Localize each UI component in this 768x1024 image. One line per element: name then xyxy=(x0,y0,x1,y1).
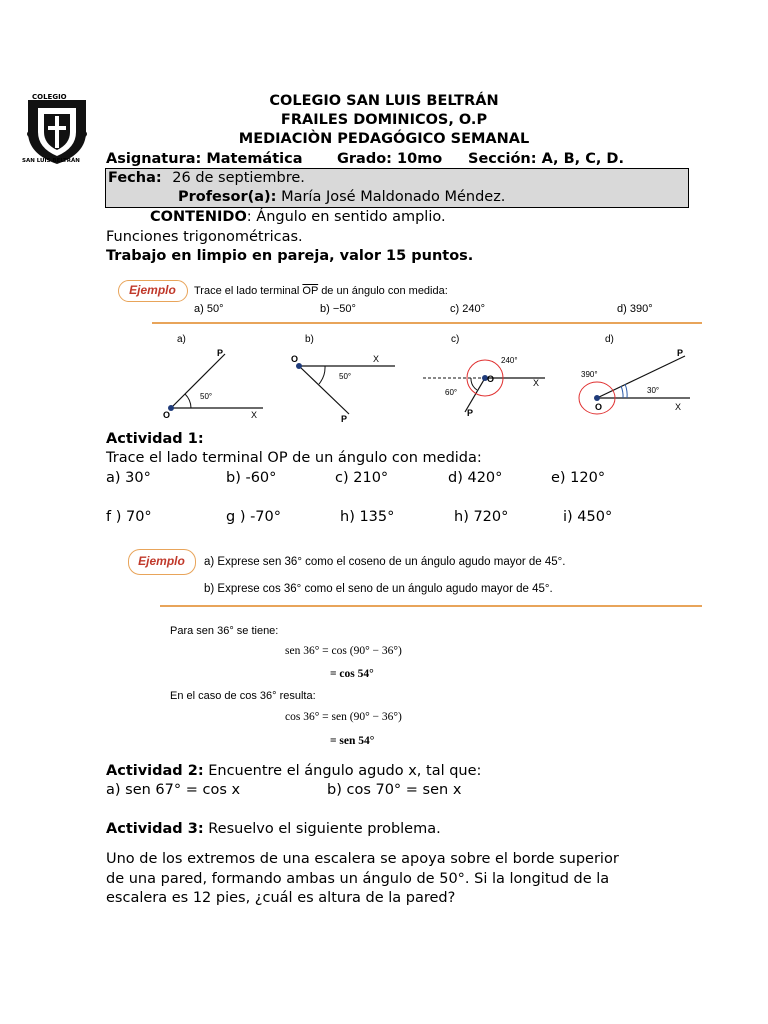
activity1-item: c) 210° xyxy=(335,470,389,486)
figure-b-angle: 50° xyxy=(339,372,352,381)
example2-step2: En el caso de cos 36° resulta: xyxy=(170,690,316,702)
work-instruction: Trabajo en limpio en pareja, valor 15 puntos. xyxy=(106,248,474,264)
activity2-label: Actividad 2: xyxy=(106,763,204,779)
problem-line: de una pared, formando ambas un ángulo de 50°. Si la longitud de la xyxy=(106,871,610,887)
activity1-item: h) 720° xyxy=(454,509,509,525)
example2-a: a) Exprese sen 36° como el coseno de un ángulo agudo mayor de 45°. xyxy=(204,556,566,568)
figure-b xyxy=(285,330,415,425)
figure-c-X: X xyxy=(533,378,540,388)
figure-b-O: O xyxy=(291,354,299,364)
document-title: MEDIACIÒN PEDAGÓGICO SEMANAL xyxy=(238,131,530,147)
school-name: COLEGIO SAN LUIS BELTRÁN xyxy=(269,93,499,109)
example2-divider xyxy=(160,605,702,607)
figure-d-angle1: 390° xyxy=(581,370,598,379)
problem-line: escalera es 12 pies, ¿cuál es altura de la pared? xyxy=(106,890,456,906)
section: Sección: A, B, C, D. xyxy=(468,151,624,167)
activity1-item: a) 30° xyxy=(106,470,151,486)
example2-result1: = cos 54° xyxy=(330,668,374,680)
figure-a-P: P xyxy=(217,348,224,358)
activity1-label: Actividad 1: xyxy=(106,431,204,447)
figure-c-tag: c) xyxy=(451,334,460,345)
activity3-label: Actividad 3: xyxy=(106,821,204,837)
figure-d-tag: d) xyxy=(605,334,614,345)
figure-c-angle2: 60° xyxy=(445,388,458,397)
figure-c-P: P xyxy=(467,408,474,418)
figure-d-angle2: 30° xyxy=(647,386,660,395)
subject: Asignatura: Matemática xyxy=(106,151,303,167)
activity2-a: a) sen 67° = cos x xyxy=(106,782,241,798)
order-name: FRAILES DOMINICOS, O.P xyxy=(280,112,488,128)
example1-option-b: b) −50° xyxy=(320,303,356,315)
activity3-text: Resuelvo el siguiente problema. xyxy=(203,821,441,837)
date-value: 26 de septiembre. xyxy=(172,170,305,186)
figure-c-angle1: 240° xyxy=(501,356,518,365)
example1-badge: Ejemplo xyxy=(118,280,188,302)
activity2-b: b) cos 70° = sen x xyxy=(327,782,462,798)
date-label: Fecha: xyxy=(108,170,162,186)
figure-c xyxy=(415,330,560,425)
problem-line: Uno de los extremos de una escalera se apoya sobre el borde superior xyxy=(106,851,619,867)
figure-a-O: O xyxy=(163,410,171,420)
figure-b-X: X xyxy=(373,354,380,364)
example1-option-d: d) 390° xyxy=(617,303,653,315)
activity1-item: h) 135° xyxy=(340,509,395,525)
activity1-item: d) 420° xyxy=(448,470,503,486)
figure-a-X: X xyxy=(251,410,258,420)
example2-step1: Para sen 36° se tiene: xyxy=(170,625,279,637)
figure-d xyxy=(565,330,705,425)
info-box xyxy=(105,168,689,208)
example2-result2: = sen 54° xyxy=(330,735,375,747)
figure-b-tag: b) xyxy=(305,334,314,345)
example1-option-c: c) 240° xyxy=(450,303,485,315)
figure-a-tag: a) xyxy=(177,334,186,345)
figure-d-P: P xyxy=(677,348,684,358)
activity1-item: g ) -70° xyxy=(226,509,282,525)
activity1-item: e) 120° xyxy=(551,470,606,486)
figure-d-O: O xyxy=(595,402,603,412)
example2-eq2: cos 36° = sen (90° − 36°) xyxy=(285,711,402,723)
example1-prompt: Trace el lado terminal $\overline{OP}$ de un ángulo con medida: xyxy=(194,285,448,297)
figure-b-P: P xyxy=(341,414,348,424)
activity2-text: Encuentre el ángulo agudo x, tal que: xyxy=(203,763,482,779)
figure-c-O: O xyxy=(487,374,495,384)
grade: Grado: 10mo xyxy=(337,151,443,167)
example2-b: b) Exprese cos 36° como el seno de un ángulo agudo mayor de 45°. xyxy=(204,583,553,595)
content-line2: Funciones trigonométricas. xyxy=(106,229,303,245)
activity1-item: f ) 70° xyxy=(106,509,152,525)
content-label: CONTENIDO xyxy=(150,209,247,225)
teacher-value: María José Maldonado Méndez. xyxy=(281,189,506,205)
figure-a xyxy=(155,330,285,425)
figure-d-X: X xyxy=(675,402,682,412)
example1-divider xyxy=(152,322,702,324)
example2-eq1: sen 36° = cos (90° − 36°) xyxy=(285,645,402,657)
logo-text-bottom: SAN LUIS BELTRÁN xyxy=(22,158,80,164)
figure-a-angle: 50° xyxy=(200,392,213,401)
example2-badge: Ejemplo xyxy=(128,549,196,575)
teacher-label: Profesor(a): xyxy=(178,189,277,205)
activity1-prompt: Trace el lado terminal OP de un ángulo con medida: xyxy=(106,450,482,466)
logo-text-top: COLEGIO xyxy=(32,93,67,101)
activity1-item: b) -60° xyxy=(226,470,277,486)
activity1-item: i) 450° xyxy=(563,509,613,525)
example1-option-a: a) 50° xyxy=(194,303,224,315)
content-text: : Ángulo en sentido amplio. xyxy=(246,209,446,225)
